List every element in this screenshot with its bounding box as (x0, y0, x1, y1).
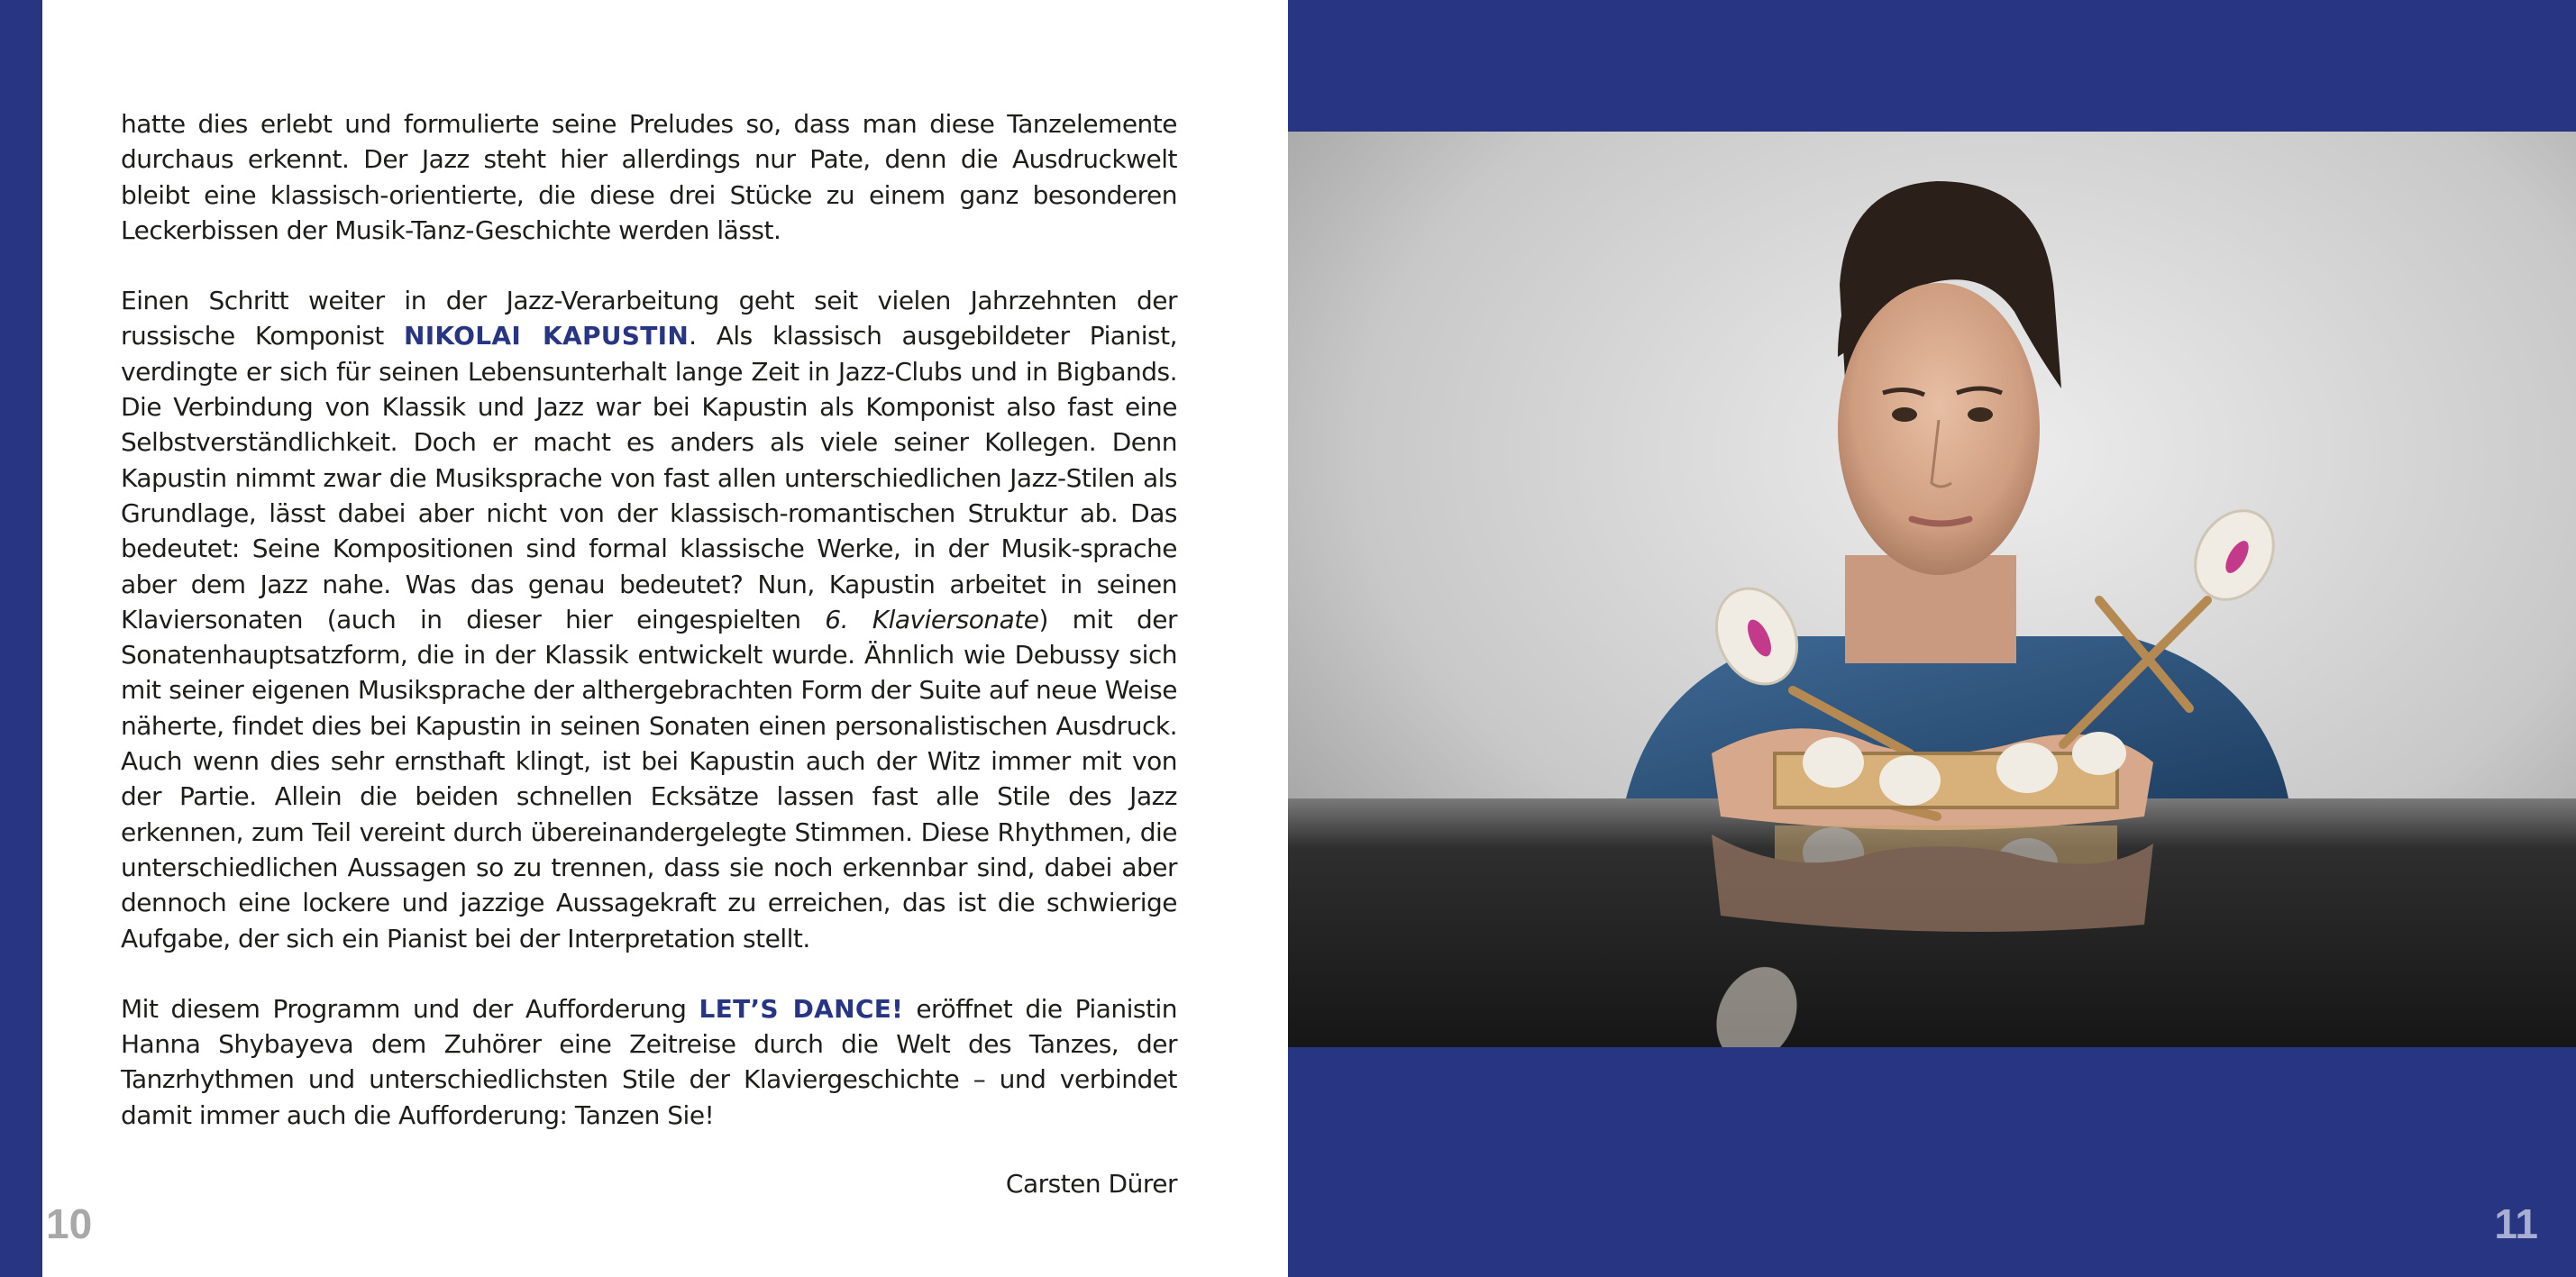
left-margin-bar (0, 0, 42, 1277)
left-page (42, 0, 1288, 1277)
paragraph-2: Einen Schritt weiter in der Jazz-Verarbeitung geht seit vielen Jahrzehnten der russische Komponist NIKOLAI KAPUSTIN. Als klassisch ausgebildeter Pianist, verdingte er sich für seinen Lebensunterhalt lange Zeit in Jazz-Clubs und in Bigbands. Die Verbindung von Klassik und Jazz war bei Kapustin als Komponist also fast eine Selbstverständlichkeit. Doch er macht es anders als viele seiner Kollegen. Denn Kapustin nimmt zwar die Musiksprache von fast allen unterschiedlichen Jazz-Stilen als Grundlage, lässt dabei aber nicht von der klassisch-romantischen Struktur ab. Das bedeutet: Seine Kompositionen sind formal klassische Werke, in der Musik-sprache aber dem Jazz nahe. Was das genau bedeutet? Nun, Kapustin arbeitet in seinen Klaviersonaten (auch in dieser hier eingespielten 6. Klaviersonate) mit der Sonatenhauptsatzform, die in der Klassik entwickelt wurde. Ähnlich wie Debussy sich mit seiner eigenen Musiksprache der althergebrachten Form der Suite auf neue Weise näherte, findet dies bei Kapustin in seinen Sonaten einen personalistischen Ausdruck. Auch wenn dies sehr ernsthaft klingt, ist bei Kapustin auch der Witz immer mit von der Partie. Allein die beiden schnellen Ecksätze lassen fast alle Stile des Jazz erkennen, zum Teil vereint durch übereinandergelegte Stimmen. Diese Rhythmen, die unterschiedlichen Aussagen so zu trennen, dass sie noch erkennbar sind, dabei aber dennoch eine lockere und jazzige Aussagekraft zu erreichen, das ist die schwierige Aufgabe, der sich ein Pianist bei der Interpretation stellt. (121, 286, 1177, 953)
program-title-highlight: LET’S DANCE! (699, 993, 904, 1024)
author-signature: Carsten Dürer (1005, 1169, 1177, 1199)
composer-highlight: NIKOLAI KAPUSTIN (403, 321, 690, 351)
photo-illustration (1288, 132, 2576, 1047)
page-number-right: 11 (2494, 1200, 2538, 1247)
article-text (121, 106, 1177, 1201)
paragraph-3: Mit diesem Programm und der Aufforderung LET’S DANCE! eröffnet die Pianistin Hanna Shybayeva dem Zuhörer eine Zeitreise durch die Welt des Tanzes, der Tanzrhythmen und unterschiedlichsten Stile der Klaviergeschichte – und verbindet damit immer auch die Aufforderung: Tanzen Sie! (121, 993, 1178, 1130)
paragraph-1: hatte dies erlebt und formulierte seine Preludes so, dass man diese Tanzelemente durchaus erkennt. Der Jazz steht hier allerdings nur Pate, denn die Ausdruckwelt bleibt eine klassisch-orientierte, die diese drei Stücke zu einem ganz besonderen Leckerbissen der Musik-Tanz-Geschichte werden lässt. (121, 109, 1177, 245)
pianist-portrait-photo (1288, 132, 2576, 1047)
work-title: 6. Klaviersonate (825, 604, 1039, 634)
page-number-left: 10 (46, 1200, 93, 1247)
